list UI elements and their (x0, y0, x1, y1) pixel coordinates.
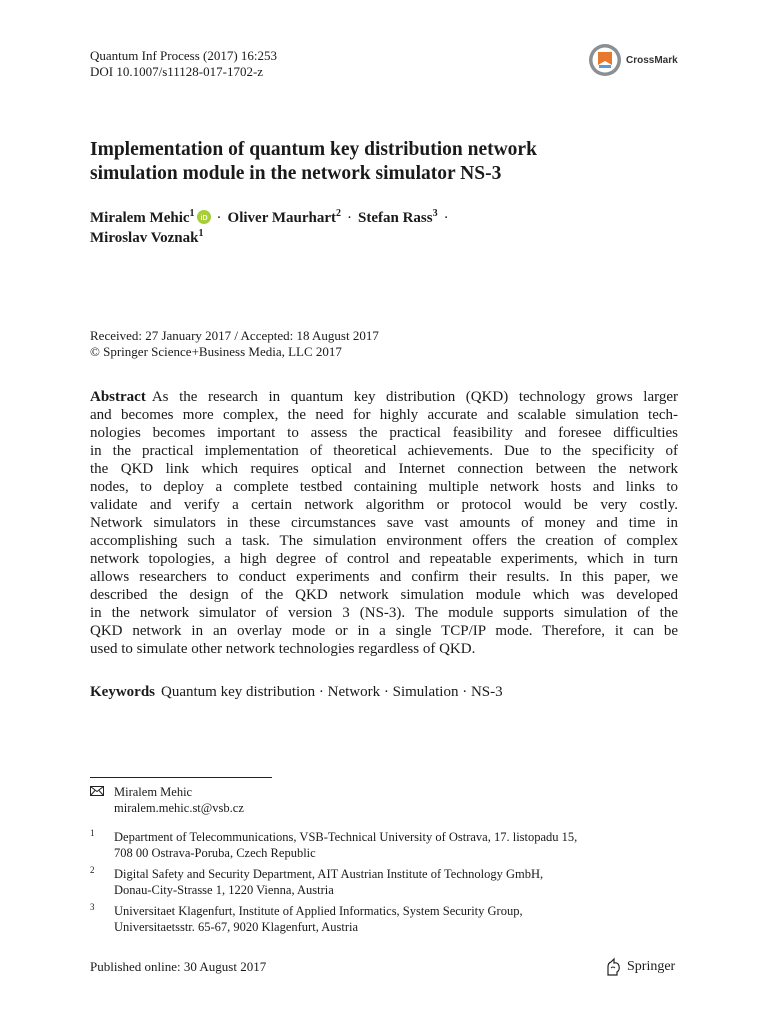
received-accepted: Received: 27 January 2017 / Accepted: 18 August 2017 (90, 328, 379, 343)
paper-title (90, 138, 690, 186)
affiliation-line: Digital Safety and Security Department, AIT Austrian Institute of Technology GmbH, (114, 867, 544, 881)
abstract-line: allows researchers to conduct experiments and confirm their results. In this paper, we (90, 569, 678, 585)
affiliation-text (114, 829, 577, 861)
abstract-line: validate and verify a certain network algorithm or protocol would be very costly. (90, 497, 678, 513)
affiliation-line: Donau-City-Strasse 1, 1220 Vienna, Austria (114, 883, 334, 897)
affiliation-text (114, 866, 543, 898)
abstract-line: QKD network in an overlay mode or in a single TCP/IP mode. Therefore, it can be (90, 623, 678, 639)
abstract-line: used to simulate other network technologies regardless of QKD. (90, 641, 476, 657)
keywords (90, 683, 503, 701)
envelope-icon (90, 786, 104, 796)
author-affiliation-mark: 2 (336, 208, 341, 219)
author-name: Miralem Mehic (90, 210, 190, 226)
footnote-divider (90, 777, 272, 778)
abstract-line: Network simulators in these circumstances save vast amounts of money and time in (90, 515, 678, 531)
author-separator: · (347, 210, 352, 226)
published-online: Published online: 30 August 2017 (90, 959, 267, 974)
author-affiliation-mark: 1 (198, 228, 204, 239)
abstract-line: nodes, to deploy a complete testbed containing multiple network hosts and links to (90, 479, 678, 495)
affiliation-number: 2 (90, 865, 95, 875)
publisher-mark[interactable] (605, 957, 675, 977)
affiliation-number: 1 (90, 828, 95, 838)
author-affiliation-mark: 1 (189, 208, 195, 219)
abstract-line: nologies becomes important to assess the practical feasibility and foresee difficulties (90, 425, 678, 441)
springer-logo-icon (605, 957, 623, 977)
abstract-text: As the research in quantum key distribution (QKD) technology grows larger (151, 389, 678, 405)
affiliation-line: Universitaetsstr. 65-67, 9020 Klagenfurt, Austria (114, 920, 359, 934)
author-list (90, 208, 690, 248)
author[interactable] (90, 230, 204, 246)
contact-email[interactable]: miralem.mehic.st@vsb.cz (114, 801, 244, 815)
title-line: simulation module in the network simulator NS-3 (90, 163, 502, 184)
abstract (90, 388, 678, 658)
author-separator: · (216, 210, 222, 226)
affiliation-line: Universitaet Klagenfurt, Institute of Applied Informatics, System Security Group, (114, 904, 523, 918)
publication-dates (90, 328, 379, 360)
abstract-line (90, 388, 678, 406)
keywords-heading: Keywords (90, 684, 155, 700)
contact-name: Miralem Mehic (114, 785, 193, 799)
abstract-line: network topologies, a high degree of control and repeatable experiments, which in turn (90, 551, 678, 567)
affiliation-text (114, 903, 523, 935)
author-line (90, 208, 690, 228)
abstract-line: the QKD link which requires optical and Internet connection between the network (90, 461, 678, 477)
title-line: Implementation of quantum key distribution network (90, 139, 537, 160)
keywords-text: Quantum key distribution · Network · Simulation · NS-3 (161, 684, 503, 700)
crossmark-badge[interactable] (588, 42, 688, 78)
author[interactable] (358, 210, 438, 226)
crossmark-label: CrossMark (626, 54, 678, 66)
author-line (90, 228, 690, 248)
affiliation-line: Department of Telecommunications, VSB-Technical University of Ostrava, 17. listopadu 15, (114, 830, 578, 844)
author[interactable] (228, 210, 341, 226)
abstract-line: and becomes more complex, the need for highly accurate and scalable simulation tech- (90, 407, 678, 423)
author[interactable] (90, 210, 211, 226)
abstract-line: in the network simulator of version 3 (NS-3). The module supports simulation of the (90, 605, 678, 621)
copyright: © Springer Science+Business Media, LLC 2017 (90, 344, 342, 359)
svg-text:iD: iD (200, 215, 208, 222)
doi[interactable]: DOI 10.1007/s11128-017-1702-z (90, 64, 264, 79)
journal-citation: Quantum Inf Process (2017) 16:253 (90, 48, 278, 63)
affiliation-number: 3 (90, 902, 95, 912)
author-affiliation-mark: 3 (432, 208, 438, 219)
orcid-icon[interactable] (197, 210, 211, 224)
crossmark-icon (588, 43, 622, 77)
affiliation-line: 708 00 Ostrava-Poruba, Czech Republic (114, 846, 316, 860)
abstract-line: described the design of the QKD network simulation module which was developed (90, 587, 678, 603)
author-name: Miroslav Voznak (90, 230, 199, 246)
author-name: Stefan Rass (358, 210, 433, 226)
author-name: Oliver Maurhart (227, 210, 336, 226)
abstract-heading: Abstract (90, 389, 146, 405)
author-separator: · (443, 210, 449, 226)
abstract-line: accomplishing such a task. The simulation environment offers the creation of complex (90, 533, 678, 549)
publisher-name: Springer (627, 959, 676, 974)
abstract-line: in the practical implementation of theoretical achievements. Due to the specificity of (90, 443, 678, 459)
